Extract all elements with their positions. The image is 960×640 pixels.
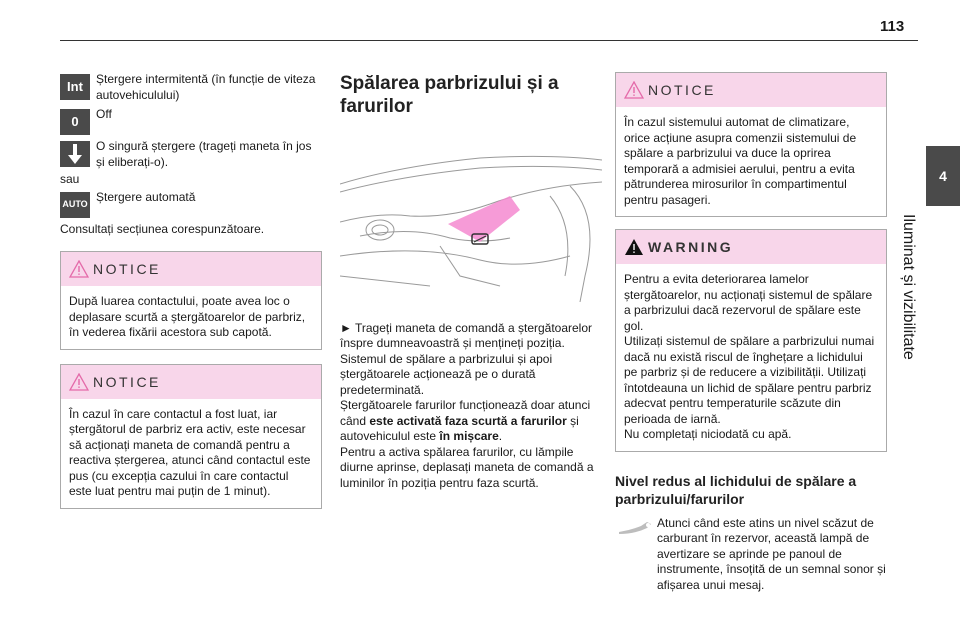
auto-icon: AUTO <box>60 192 90 218</box>
warning-triangle-icon <box>624 81 644 99</box>
warning-box <box>615 229 887 452</box>
notice-body: După luarea contactului, poate avea loc o deplasare scurtă a ștergătoarelor de parbriz, în vederea fixării acestora sub capotă. <box>69 294 306 339</box>
column-1 <box>60 72 322 509</box>
down-arrow-icon <box>60 141 90 167</box>
warning-header <box>616 230 886 264</box>
subsection-heading: Nivel redus al lichidului de spălare a parbrizului/farurilor <box>615 472 857 507</box>
notice-body: În cazul în care contactul a fost luat, iar ștergătorul de parbriz era activ, este necesar să acționați maneta de comandă pentru a reactiva ștergerea, atunci când contactul este pus (cu excepția cazului în care contactul este luat pentru mai puțin de 1 minut). <box>69 406 311 498</box>
warning-text: Nu completați niciodată cu apă. <box>624 427 792 441</box>
wiper-mode-single <box>60 139 322 170</box>
warning-triangle-icon <box>69 373 89 391</box>
chapter-title <box>900 214 917 414</box>
warning-title: WARNING <box>648 239 734 255</box>
notice-header <box>61 252 321 286</box>
warning-triangle-icon <box>69 260 89 278</box>
or-text: sau <box>60 172 80 186</box>
warning-triangle-icon <box>624 238 644 256</box>
section-heading: Spălarea parbrizului și a farurilor <box>340 73 559 117</box>
page-number: 113 <box>880 18 905 35</box>
instruction-text: ► Trageți maneta de comandă a ștergătoarelor înspre dumneavoastră și mențineți poziția. <box>340 320 593 350</box>
washer-fluid-warning-icon <box>617 520 653 536</box>
body-text <box>340 398 602 445</box>
wiper-mode-text: Ștergere automată <box>96 189 196 204</box>
notice-title: NOTICE <box>93 261 161 277</box>
wiper-mode-text: Off <box>96 107 112 121</box>
wiper-mode-text: O singură ștergere (trageți maneta în jos și eliberați-o). <box>96 139 312 169</box>
consult-text: Consultați secțiunea corespunzătoare. <box>60 221 265 236</box>
washer-spray-highlight <box>448 196 520 242</box>
notice-title: NOTICE <box>648 82 716 98</box>
headlamp-washer-illustration <box>340 126 602 302</box>
notice-header <box>61 365 321 399</box>
text-run: . <box>498 429 503 443</box>
bold-text: este activată faza scurtă a farurilor <box>369 413 567 428</box>
low-level-text: Atunci când este atins un nivel scăzut de carburant în rezervor, această lampă de avertizare se aprinde pe panoul de instrumente, însoțită de un semnal sonor și afișarea unui mesaj. <box>657 515 886 592</box>
warning-text: Utilizați sistemul de spălare a parbrizului numai dacă nu există riscul de înghețare a lichidului pe parbriz și de reducere a vizibilității. Utilizați întotdeauna un lichid de spălare pentru parbriz adecvat pentru temperaturile scăzute din perioada de iarnă. <box>624 334 875 426</box>
wiper-mode-intermittent <box>60 72 322 103</box>
notice-box <box>60 364 322 509</box>
notice-box <box>615 72 887 217</box>
bold-text: în mișcare <box>439 429 499 443</box>
wiper-mode-text: Ștergere intermitentă (în funcție de viteza autovehiculului) <box>96 72 316 102</box>
chapter-title-text: Iluminat și vizibilitate <box>900 214 917 360</box>
wiper-mode-off <box>60 107 322 135</box>
column-2 <box>340 72 602 491</box>
chapter-tab[interactable]: 4 <box>926 146 960 206</box>
notice-title: NOTICE <box>93 373 161 390</box>
notice-body: În cazul sistemului automat de climatizare, orice acțiune asupra comenzii sistemului de spălare a parbrizului va duce la oprirea temporară a admisiei aerului, pentru a evita pătrunderea mirosurilor în compartimentul pentru pasageri. <box>624 115 857 207</box>
text-run: și autovehiculul este <box>340 413 579 443</box>
body-text: Pentru a activa spălarea farurilor, cu lămpile diurne aprinse, deplasați maneta de comandă a luminilor în poziția pentru faza scurtă. <box>340 444 594 490</box>
header-rule <box>60 40 918 41</box>
warning-body <box>616 264 886 451</box>
wiper-mode-auto <box>60 190 322 218</box>
notice-box <box>60 251 322 350</box>
column-3 <box>615 72 887 593</box>
warning-text: Pentru a evita deteriorarea lamelor ștergătoarelor, nu acționați sistemul de spălare a parbrizului dacă rezervorul de spălare este gol. <box>624 272 873 333</box>
low-level-row <box>615 516 887 594</box>
body-text: Sistemul de spălare a parbrizului și apoi ștergătoarele acționează pe o durată predeterminată. <box>340 351 553 397</box>
text-run: Ștergătoarele farurilor funcționează doar atunci când <box>340 398 591 428</box>
notice-header <box>616 73 886 107</box>
zero-icon: 0 <box>60 109 90 135</box>
int-icon: Int <box>60 74 90 100</box>
